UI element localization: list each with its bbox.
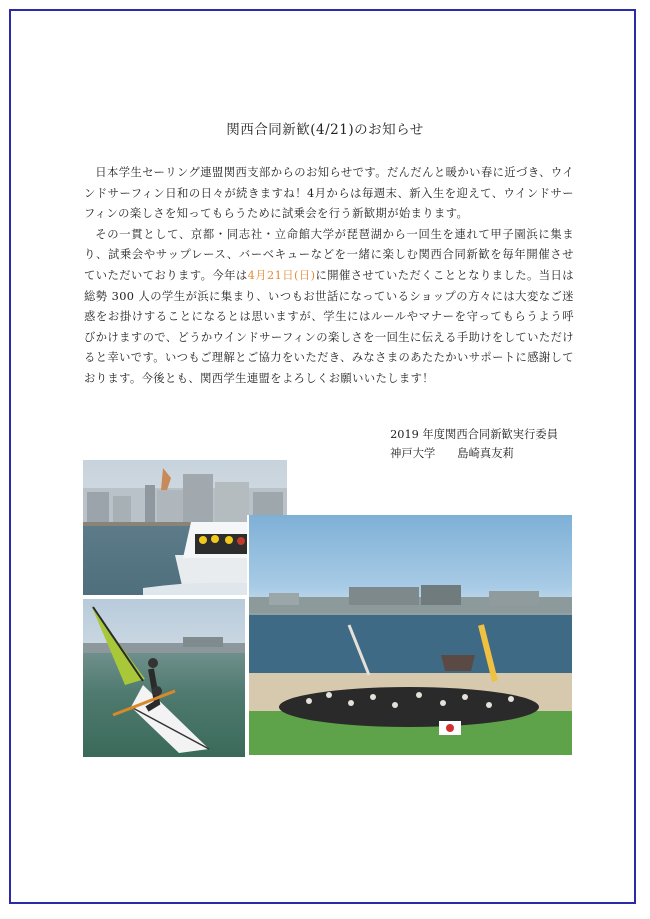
signature-committee: 2019 年度関西合同新歓実行委員 (390, 428, 558, 441)
paragraph-2-end: に開催させていただくこととなりました。当日は総勢 300 人の学生が浜に集まり、いつもお世話になっているショップの方々には大変なご迷惑をお掛けすることになるとは思いますが、学生にはルールやマナーを守ってもらうよう呼びかけますので、どうかウインドサーフィンの楽しさを一回生に伝える手助けをしていただけると幸いです。いつもご理解とご協力をいただき、みなさまのあたたかいサポートに感謝しております。今後とも、関西学生連盟をよろしくお願いいたします！ (84, 268, 575, 385)
signature (390, 425, 558, 463)
windsurf-photo (83, 597, 247, 757)
body-text (84, 163, 574, 390)
page-title: 関西合同新歓(4/21)のお知らせ (226, 122, 424, 138)
paragraph-2 (84, 225, 574, 390)
event-date: 4月21日(日) (247, 268, 316, 282)
signature-author (390, 444, 558, 463)
paragraph-1: 日本学生セーリング連盟関西支部からのお知らせです。だんだんと暖かい春に近づき、ウインドサーフィン日和の日々が続きますね！4月からは毎週末、新入生を迎えて、ウインドサーフィンの楽しさを知ってもらうために試乗会を行う新歓期が始まります。 (84, 166, 574, 221)
signature-name: 島崎真友莉 (457, 447, 514, 460)
group-photo (247, 515, 572, 755)
paragraph-2-start: その一貫として、京都・同志社・立命館大学が琵琶湖から一回生を連れて甲子園浜に集まり、試乗会やサップレース、バーベキューなどを一緒に楽しむ関西合同新歓を毎年開催させていただいております。今年は (84, 227, 574, 282)
signature-university: 神戸大学 (390, 447, 436, 460)
